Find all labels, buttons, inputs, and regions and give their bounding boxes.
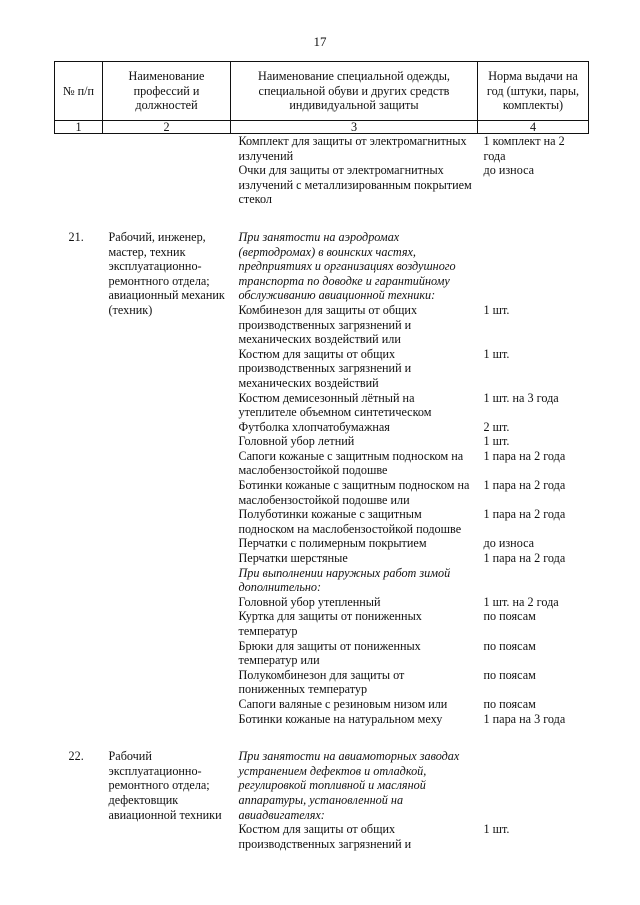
norm-cell: 2 шт. [483, 419, 510, 434]
item-cell: Куртка для защиты от пониженных температур [238, 609, 422, 638]
item-cell: Перчатки с полимерным покрытием [238, 536, 427, 551]
column-number: 1 [55, 121, 103, 134]
table-row [55, 740, 589, 822]
item-cell: Костюм для защиты от общих производственных загрязнений и [238, 822, 412, 851]
spacer-cell [103, 726, 231, 740]
spacer-cell [55, 207, 103, 221]
item-cell: Ботинки кожаные с защитным подноском на маслобензостойкой подошве или [238, 478, 470, 507]
item-cell: Сапоги валяные с резиновым низом или [238, 696, 448, 711]
table-body [55, 134, 589, 852]
norm-cell [478, 566, 589, 595]
norm-cell: 1 шт. на 2 года [483, 594, 559, 609]
norm-cell: 1 шт. [483, 302, 510, 317]
item-cell: При занятости на авиамоторных заводах устранением дефектов и отладкой, регулировкой топливной и масляной аппаратуры, установленной на авиадвигателях: [238, 749, 460, 822]
item-cell: Комплект для защиты от электромагнитных излучений [238, 134, 467, 163]
item-cell: Очки для защиты от электромагнитных излучений с металлизированным покрытием стекол [238, 163, 472, 207]
norm-cell: по поясам [483, 696, 536, 711]
spacer-row [55, 726, 589, 740]
norm-cell: 1 пара на 2 года [483, 478, 566, 493]
item-cell: Костюм для защиты от общих производственных загрязнений и механических воздействий [238, 346, 412, 390]
spacer-cell [103, 207, 231, 221]
column-number-row [55, 121, 589, 134]
norm-cell: по поясам [483, 609, 536, 624]
entry-number: 22. [68, 749, 84, 764]
norm-cell: по поясам [483, 667, 536, 682]
header-item: Наименование специальной одежды, специальной обуви и других средств индивидуальной защиты [231, 62, 478, 121]
spacer-cell [478, 207, 589, 221]
norm-cell: 1 шт. [483, 434, 510, 449]
column-number: 2 [103, 121, 231, 134]
norm-cell: 1 шт. на 3 года [483, 390, 559, 405]
item-cell: Полукомбинезон для защиты от пониженных температур [238, 667, 405, 697]
norm-cell: до износа [483, 163, 535, 178]
norm-cell: 1 шт. [483, 346, 510, 361]
norm-cell: до износа [483, 536, 535, 551]
header-number: № п/п [55, 62, 103, 121]
norm-cell: 1 пара на 2 года [483, 507, 566, 522]
norm-cell: 1 шт. [483, 822, 510, 837]
profession-cell: Рабочий, инженер, мастер, техник эксплуатационно-ремонтного отдела; авиационный механик (техник) [108, 229, 225, 317]
profession-cell [103, 163, 231, 207]
item-cell: Футболка хлопчатобумажная [238, 419, 390, 434]
profession-cell: Рабочий эксплуатационно-ремонтного отдела; дефектовщик авиационной техники [108, 749, 222, 822]
norm-cell: 1 комплект на 2 года [483, 134, 565, 163]
page-number: 17 [313, 34, 327, 49]
spacer-cell [231, 207, 478, 221]
norm-cell: 1 пара на 2 года [483, 551, 566, 566]
item-cell: Перчатки шерстяные [238, 551, 348, 566]
item-cell: Полуботинки кожаные с защитным подноском на маслобензостойкой подошве [238, 507, 462, 536]
norm-cell: 1 пара на 3 года [483, 711, 566, 726]
item-cell: Костюм демисезонный лётный на утеплителе объемном синтетическом [238, 390, 432, 420]
spacer-cell [478, 726, 589, 740]
spacer-cell [55, 726, 103, 740]
continuation-row [55, 163, 589, 207]
column-number: 4 [478, 121, 589, 134]
item-cell: Головной убор летний [238, 434, 355, 449]
profession-cell [103, 134, 231, 164]
spacer-row [55, 207, 589, 221]
header-row [55, 62, 589, 121]
norm-cell [478, 221, 589, 303]
item-cell: Брюки для защиты от пониженных температур или [238, 638, 421, 668]
item-cell: Ботинки кожаные на натуральном меху [238, 711, 443, 726]
header-norm: Норма выдачи на год (штуки, пары, комплекты) [478, 62, 589, 121]
norm-cell: по поясам [483, 638, 536, 653]
norm-cell [478, 740, 589, 822]
item-cell: При занятости на аэродромах (вертодромах) в воинских частях, предприятиях и организациях воздушного транспорта по доводке и гарантийному обслуживанию авиационной техники: [238, 229, 456, 303]
item-cell: Сапоги кожаные с защитным подноском на маслобензостойкой подошве [238, 448, 464, 478]
entry-number [55, 134, 103, 164]
protective-clothing-table [54, 61, 589, 851]
entry-number [55, 163, 103, 207]
item-cell: Комбинезон для защиты от общих производственных загрязнений и механических воздействий или [238, 302, 418, 347]
table-row [55, 221, 589, 303]
spacer-cell [231, 726, 478, 740]
norm-cell: 1 пара на 2 года [483, 448, 566, 463]
column-number: 3 [231, 121, 478, 134]
item-cell: Головной убор утепленный [238, 594, 381, 609]
item-cell: При выполнении наружных работ зимой дополнительно: [238, 565, 451, 595]
entry-number: 21. [68, 229, 84, 244]
header-profession: Наименование профессий и должностей [103, 62, 231, 121]
continuation-row [55, 134, 589, 164]
